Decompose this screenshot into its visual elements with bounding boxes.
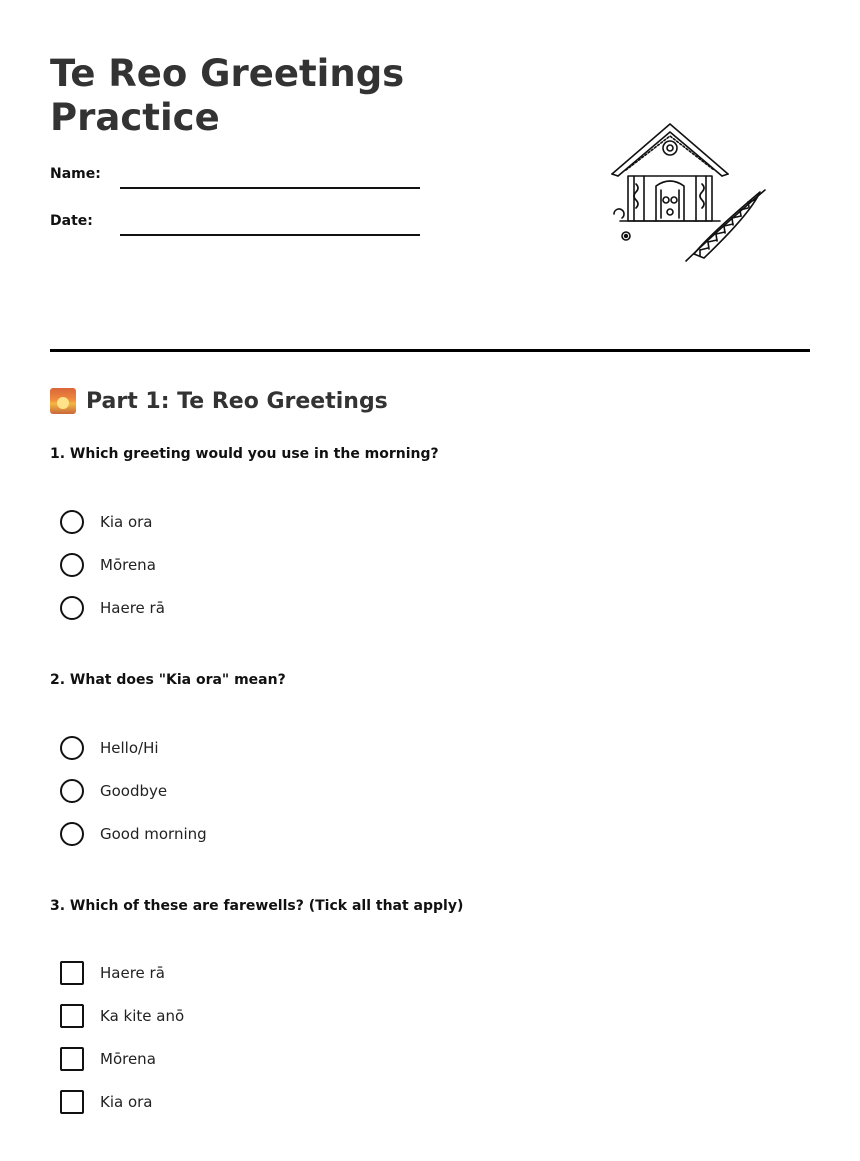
name-label: Name: (50, 166, 101, 182)
option-label: Ka kite anō (100, 1007, 185, 1025)
page-title (50, 52, 470, 140)
checkbox[interactable] (60, 1004, 84, 1028)
q2-option-2[interactable] (60, 779, 167, 803)
option-label: Good morning (100, 825, 207, 843)
checkbox[interactable] (60, 1047, 84, 1071)
q3-option-4[interactable] (60, 1090, 153, 1114)
q2-option-1[interactable] (60, 736, 159, 760)
option-label: Hello/Hi (100, 739, 159, 757)
q1-option-3[interactable] (60, 596, 165, 620)
option-label: Haere rā (100, 599, 165, 617)
sunrise-icon (50, 388, 76, 414)
section-divider (50, 349, 810, 352)
checkbox[interactable] (60, 961, 84, 985)
radio-button[interactable] (60, 510, 84, 534)
option-label: Goodbye (100, 782, 168, 800)
section-title-text: Part 1: Te Reo Greetings (86, 388, 388, 414)
q1-option-1[interactable] (60, 510, 153, 534)
option-label: Kia ora (100, 513, 153, 531)
option-label: Mōrena (100, 1050, 156, 1068)
option-label: Haere rā (100, 964, 165, 982)
section-heading (50, 388, 388, 414)
radio-button[interactable] (60, 779, 84, 803)
q3-option-1[interactable] (60, 961, 165, 985)
wharenui-and-feather-illustration (600, 118, 775, 270)
q3-option-3[interactable] (60, 1047, 156, 1071)
radio-button[interactable] (60, 822, 84, 846)
q3-option-2[interactable] (60, 1004, 184, 1028)
radio-button[interactable] (60, 736, 84, 760)
date-label: Date: (50, 213, 93, 229)
checkbox[interactable] (60, 1090, 84, 1114)
option-label: Kia ora (100, 1093, 153, 1111)
option-label: Mōrena (100, 556, 156, 574)
name-field[interactable] (120, 187, 420, 189)
q2-option-3[interactable] (60, 822, 207, 846)
question-2: 2. What does "Kia ora" mean? (50, 672, 286, 688)
question-1: 1. Which greeting would you use in the morning? (50, 446, 439, 462)
date-field[interactable] (120, 234, 420, 236)
radio-button[interactable] (60, 553, 84, 577)
title-line-1: Te Reo Greetings (50, 52, 405, 95)
question-3: 3. Which of these are farewells? (Tick all that apply) (50, 898, 464, 914)
q1-option-2[interactable] (60, 553, 156, 577)
radio-button[interactable] (60, 596, 84, 620)
title-line-2: Practice (50, 96, 220, 139)
